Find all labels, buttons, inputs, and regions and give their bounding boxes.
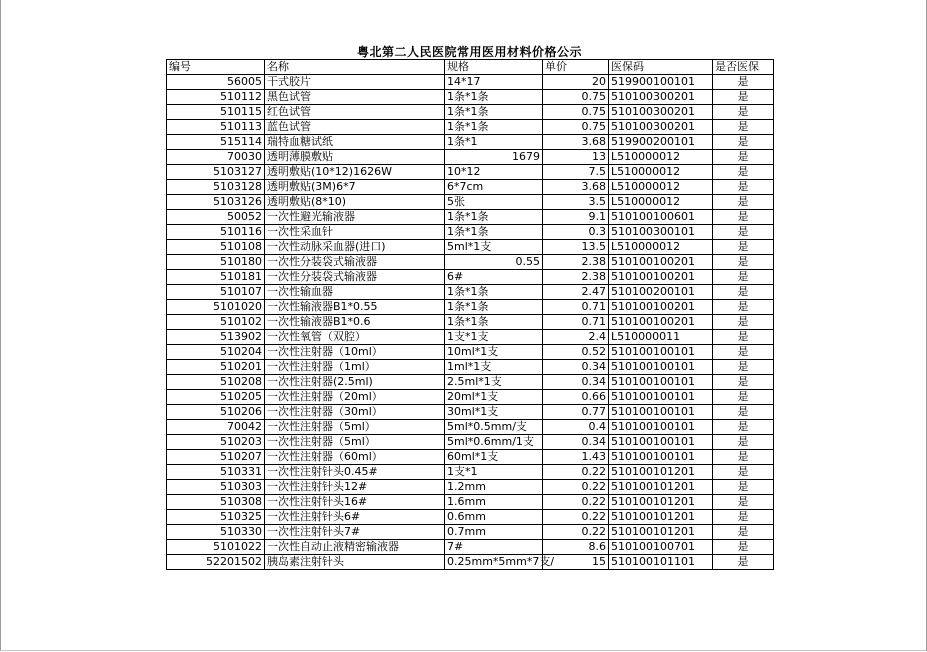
table-row xyxy=(167,195,774,210)
cell-price: 0.34 xyxy=(543,375,609,390)
cell-name: 一次性注射器(2.5ml) xyxy=(265,375,445,390)
cell-price: 0.75 xyxy=(543,120,609,135)
cell-code: 510203 xyxy=(167,435,265,450)
cell-covered: 是 xyxy=(713,330,774,345)
cell-insurance-code: 510100100101 xyxy=(609,375,713,390)
cell-name: 蓝色试管 xyxy=(265,120,445,135)
table-row xyxy=(167,480,774,495)
cell-covered: 是 xyxy=(713,405,774,420)
cell-spec: 6# xyxy=(445,270,543,285)
cell-spec: 2.5ml*1支 xyxy=(445,375,543,390)
cell-code: 5101020 xyxy=(167,300,265,315)
cell-covered: 是 xyxy=(713,195,774,210)
cell-price: 0.34 xyxy=(543,360,609,375)
cell-insurance-code: 510100100201 xyxy=(609,270,713,285)
cell-insurance-code: L510000012 xyxy=(609,165,713,180)
cell-code: 513902 xyxy=(167,330,265,345)
cell-spec: 1条*1条 xyxy=(445,210,543,225)
table-row xyxy=(167,90,774,105)
cell-covered: 是 xyxy=(713,300,774,315)
cell-price: 0.3 xyxy=(543,225,609,240)
cell-price: 0.4 xyxy=(543,420,609,435)
cell-covered: 是 xyxy=(713,375,774,390)
cell-spec: 1条*1条 xyxy=(445,90,543,105)
cell-price: 20 xyxy=(543,75,609,90)
table-row xyxy=(167,270,774,285)
cell-covered: 是 xyxy=(713,480,774,495)
cell-code: 510331 xyxy=(167,465,265,480)
cell-spec: 20ml*1支 xyxy=(445,390,543,405)
cell-code: 5103128 xyxy=(167,180,265,195)
cell-insurance-code: 510100101101 xyxy=(609,555,713,570)
cell-insurance-code: 510100100101 xyxy=(609,390,713,405)
cell-code: 50052 xyxy=(167,210,265,225)
cell-price: 9.1 xyxy=(543,210,609,225)
table-row xyxy=(167,105,774,120)
table-row xyxy=(167,180,774,195)
cell-name: 一次性注射针头0.45# xyxy=(265,465,445,480)
header-covered: 是否医保 xyxy=(713,60,774,75)
cell-name: 透明敷贴(10*12)1626W xyxy=(265,165,445,180)
cell-covered: 是 xyxy=(713,495,774,510)
cell-code: 5103126 xyxy=(167,195,265,210)
cell-name: 一次性避光输液器 xyxy=(265,210,445,225)
cell-spec: 5张 xyxy=(445,195,543,210)
cell-code: 510330 xyxy=(167,525,265,540)
cell-price: 0.22 xyxy=(543,465,609,480)
header-name: 名称 xyxy=(265,60,445,75)
cell-code: 510308 xyxy=(167,495,265,510)
cell-price: 2.4 xyxy=(543,330,609,345)
table-row xyxy=(167,165,774,180)
cell-price: 8.6 xyxy=(543,540,609,555)
cell-price: 1.43 xyxy=(543,450,609,465)
cell-price: 3.5 xyxy=(543,195,609,210)
cell-price: 0.22 xyxy=(543,510,609,525)
cell-insurance-code: 510100300201 xyxy=(609,90,713,105)
table-row xyxy=(167,540,774,555)
cell-name: 瑞特血糖试纸 xyxy=(265,135,445,150)
cell-spec: 1条*1条 xyxy=(445,315,543,330)
cell-price: 3.68 xyxy=(543,180,609,195)
cell-price: 2.38 xyxy=(543,270,609,285)
cell-spec: 0.55 xyxy=(445,255,543,270)
cell-name: 一次性注射器（30ml） xyxy=(265,405,445,420)
header-code: 编号 xyxy=(167,60,265,75)
cell-code: 510115 xyxy=(167,105,265,120)
cell-spec: 1679 xyxy=(445,150,543,165)
cell-insurance-code: 510100100201 xyxy=(609,315,713,330)
cell-code: 52201502 xyxy=(167,555,265,570)
cell-code: 510108 xyxy=(167,240,265,255)
cell-insurance-code: L510000011 xyxy=(609,330,713,345)
cell-name: 一次性注射器（20ml） xyxy=(265,390,445,405)
cell-code: 510205 xyxy=(167,390,265,405)
table-row xyxy=(167,555,774,570)
cell-code: 56005 xyxy=(167,75,265,90)
cell-covered: 是 xyxy=(713,120,774,135)
cell-price: 0.66 xyxy=(543,390,609,405)
cell-insurance-code: 510100300201 xyxy=(609,120,713,135)
cell-spec: 0.6mm xyxy=(445,510,543,525)
cell-name: 透明敷贴(8*10) xyxy=(265,195,445,210)
cell-code: 510112 xyxy=(167,90,265,105)
header-spec: 规格 xyxy=(445,60,543,75)
cell-covered: 是 xyxy=(713,435,774,450)
cell-insurance-code: L510000012 xyxy=(609,195,713,210)
cell-name: 一次性注射针头6# xyxy=(265,510,445,525)
cell-name: 透明薄膜敷贴 xyxy=(265,150,445,165)
cell-name: 一次性分装袋式输液器 xyxy=(265,270,445,285)
table-row xyxy=(167,225,774,240)
cell-insurance-code: 510100300101 xyxy=(609,225,713,240)
price-table xyxy=(166,59,774,570)
cell-spec: 6*7cm xyxy=(445,180,543,195)
cell-insurance-code: 510100100701 xyxy=(609,540,713,555)
table-row xyxy=(167,495,774,510)
cell-code: 70030 xyxy=(167,150,265,165)
cell-name: 一次性输血器 xyxy=(265,285,445,300)
cell-price: 13.5 xyxy=(543,240,609,255)
cell-price: 2.47 xyxy=(543,285,609,300)
cell-price: 0.77 xyxy=(543,405,609,420)
header-price: 单价 xyxy=(543,60,609,75)
cell-spec: 7# xyxy=(445,540,543,555)
cell-covered: 是 xyxy=(713,540,774,555)
cell-covered: 是 xyxy=(713,210,774,225)
table-row xyxy=(167,75,774,90)
table-row xyxy=(167,525,774,540)
cell-spec: 1.6mm xyxy=(445,495,543,510)
cell-name: 一次性注射器（5ml） xyxy=(265,435,445,450)
cell-price: 0.75 xyxy=(543,90,609,105)
cell-spec: 5ml*0.6mm/1支 xyxy=(445,435,543,450)
cell-name: 一次性注射器（60ml） xyxy=(265,450,445,465)
cell-name: 一次性注射针头7# xyxy=(265,525,445,540)
cell-insurance-code: 510100100101 xyxy=(609,435,713,450)
cell-price: 0.71 xyxy=(543,315,609,330)
cell-name: 一次性采血针 xyxy=(265,225,445,240)
cell-code: 510107 xyxy=(167,285,265,300)
cell-covered: 是 xyxy=(713,555,774,570)
cell-spec: 5ml*0.5mm/支 xyxy=(445,420,543,435)
cell-covered: 是 xyxy=(713,270,774,285)
cell-covered: 是 xyxy=(713,90,774,105)
table-row xyxy=(167,435,774,450)
cell-covered: 是 xyxy=(713,105,774,120)
table-row xyxy=(167,330,774,345)
cell-price: 13 xyxy=(543,150,609,165)
table-row xyxy=(167,390,774,405)
cell-spec: 0.7mm xyxy=(445,525,543,540)
table-row xyxy=(167,375,774,390)
cell-insurance-code: 510100101201 xyxy=(609,495,713,510)
table-row xyxy=(167,345,774,360)
cell-spec: 10*12 xyxy=(445,165,543,180)
cell-spec: 14*17 xyxy=(445,75,543,90)
cell-insurance-code: L510000012 xyxy=(609,150,713,165)
cell-covered: 是 xyxy=(713,240,774,255)
cell-spec: 1.2mm xyxy=(445,480,543,495)
cell-covered: 是 xyxy=(713,315,774,330)
cell-insurance-code: 510100100101 xyxy=(609,450,713,465)
table-row xyxy=(167,240,774,255)
cell-code: 510208 xyxy=(167,375,265,390)
cell-spec: 1支*1支 xyxy=(445,330,543,345)
cell-code: 510206 xyxy=(167,405,265,420)
cell-code: 70042 xyxy=(167,420,265,435)
cell-covered: 是 xyxy=(713,135,774,150)
cell-insurance-code: 519900100101 xyxy=(609,75,713,90)
cell-spec: 1ml*1支 xyxy=(445,360,543,375)
cell-code: 510181 xyxy=(167,270,265,285)
cell-name: 黑色试管 xyxy=(265,90,445,105)
cell-code: 5101022 xyxy=(167,540,265,555)
cell-covered: 是 xyxy=(713,165,774,180)
cell-spec: 1条*1条 xyxy=(445,120,543,135)
cell-name: 一次性输液器B1*0.55 xyxy=(265,300,445,315)
cell-covered: 是 xyxy=(713,465,774,480)
cell-price: 0.22 xyxy=(543,495,609,510)
cell-insurance-code: 510100200101 xyxy=(609,285,713,300)
cell-insurance-code: 510100101201 xyxy=(609,510,713,525)
cell-code: 510180 xyxy=(167,255,265,270)
cell-insurance-code: 510100300201 xyxy=(609,105,713,120)
cell-price: 7.5 xyxy=(543,165,609,180)
cell-code: 510204 xyxy=(167,345,265,360)
cell-insurance-code: 510100101201 xyxy=(609,480,713,495)
cell-price: 0.71 xyxy=(543,300,609,315)
cell-name: 干式胶片 xyxy=(265,75,445,90)
table-row xyxy=(167,255,774,270)
cell-name: 一次性分装袋式输液器 xyxy=(265,255,445,270)
page-title: 粤北第二人民医院常用医用材料价格公示 xyxy=(356,45,582,59)
cell-insurance-code: 519900200101 xyxy=(609,135,713,150)
cell-price: 0.34 xyxy=(543,435,609,450)
cell-price: 15 xyxy=(543,555,609,570)
cell-spec: 5ml*1支 xyxy=(445,240,543,255)
table-row xyxy=(167,405,774,420)
cell-covered: 是 xyxy=(713,360,774,375)
table-row xyxy=(167,360,774,375)
cell-insurance-code: 510100100201 xyxy=(609,255,713,270)
cell-price: 0.22 xyxy=(543,525,609,540)
cell-insurance-code: 510100100201 xyxy=(609,300,713,315)
cell-insurance-code: 510100100101 xyxy=(609,420,713,435)
cell-insurance-code: 510100100101 xyxy=(609,405,713,420)
cell-insurance-code: 510100100601 xyxy=(609,210,713,225)
table-header-row xyxy=(167,60,774,75)
table-row xyxy=(167,510,774,525)
cell-covered: 是 xyxy=(713,285,774,300)
cell-code: 5103127 xyxy=(167,165,265,180)
cell-name: 一次性注射针头16# xyxy=(265,495,445,510)
cell-name: 一次性动脉采血器(进口) xyxy=(265,240,445,255)
cell-name: 一次性输液器B1*0.6 xyxy=(265,315,445,330)
cell-name: 一次性注射器（10ml） xyxy=(265,345,445,360)
table-row xyxy=(167,150,774,165)
cell-covered: 是 xyxy=(713,420,774,435)
cell-code: 510325 xyxy=(167,510,265,525)
cell-price: 0.52 xyxy=(543,345,609,360)
table-row xyxy=(167,465,774,480)
cell-name: 一次性注射针头12# xyxy=(265,480,445,495)
cell-covered: 是 xyxy=(713,525,774,540)
cell-spec: 1条*1条 xyxy=(445,225,543,240)
cell-insurance-code: 510100100101 xyxy=(609,360,713,375)
cell-covered: 是 xyxy=(713,150,774,165)
cell-covered: 是 xyxy=(713,450,774,465)
cell-spec: 0.25mm*5mm*7支/ xyxy=(445,555,543,570)
cell-insurance-code: 510100101201 xyxy=(609,525,713,540)
cell-price: 2.38 xyxy=(543,255,609,270)
cell-price: 0.75 xyxy=(543,105,609,120)
header-insurance-code: 医保码 xyxy=(609,60,713,75)
cell-spec: 60ml*1支 xyxy=(445,450,543,465)
cell-spec: 1条*1条 xyxy=(445,300,543,315)
table-row xyxy=(167,120,774,135)
cell-spec: 1条*1 xyxy=(445,135,543,150)
table-row xyxy=(167,450,774,465)
cell-covered: 是 xyxy=(713,390,774,405)
cell-spec: 1条*1条 xyxy=(445,105,543,120)
table-row xyxy=(167,135,774,150)
cell-name: 一次性注射器（5ml） xyxy=(265,420,445,435)
table-row xyxy=(167,315,774,330)
cell-insurance-code: 510100100101 xyxy=(609,345,713,360)
table-row xyxy=(167,210,774,225)
table-row xyxy=(167,300,774,315)
cell-code: 510207 xyxy=(167,450,265,465)
cell-covered: 是 xyxy=(713,75,774,90)
cell-code: 510201 xyxy=(167,360,265,375)
cell-insurance-code: 510100101201 xyxy=(609,465,713,480)
cell-code: 510102 xyxy=(167,315,265,330)
cell-spec: 1支*1 xyxy=(445,465,543,480)
cell-name: 一次性自动止液精密输液器 xyxy=(265,540,445,555)
cell-code: 515114 xyxy=(167,135,265,150)
table-row xyxy=(167,420,774,435)
cell-name: 胰岛素注射针头 xyxy=(265,555,445,570)
cell-insurance-code: L510000012 xyxy=(609,180,713,195)
cell-covered: 是 xyxy=(713,510,774,525)
cell-covered: 是 xyxy=(713,255,774,270)
cell-name: 一次性注射器（1ml） xyxy=(265,360,445,375)
cell-price: 3.68 xyxy=(543,135,609,150)
cell-spec: 1条*1条 xyxy=(445,285,543,300)
cell-name: 一次性氧管（双腔） xyxy=(265,330,445,345)
cell-price: 0.22 xyxy=(543,480,609,495)
cell-spec: 10ml*1支 xyxy=(445,345,543,360)
cell-spec: 30ml*1支 xyxy=(445,405,543,420)
cell-name: 红色试管 xyxy=(265,105,445,120)
cell-code: 510303 xyxy=(167,480,265,495)
cell-name: 透明敷贴(3M)6*7 xyxy=(265,180,445,195)
cell-covered: 是 xyxy=(713,345,774,360)
table-row xyxy=(167,285,774,300)
cell-insurance-code: L510000012 xyxy=(609,240,713,255)
cell-covered: 是 xyxy=(713,180,774,195)
cell-code: 510116 xyxy=(167,225,265,240)
cell-covered: 是 xyxy=(713,225,774,240)
cell-code: 510113 xyxy=(167,120,265,135)
